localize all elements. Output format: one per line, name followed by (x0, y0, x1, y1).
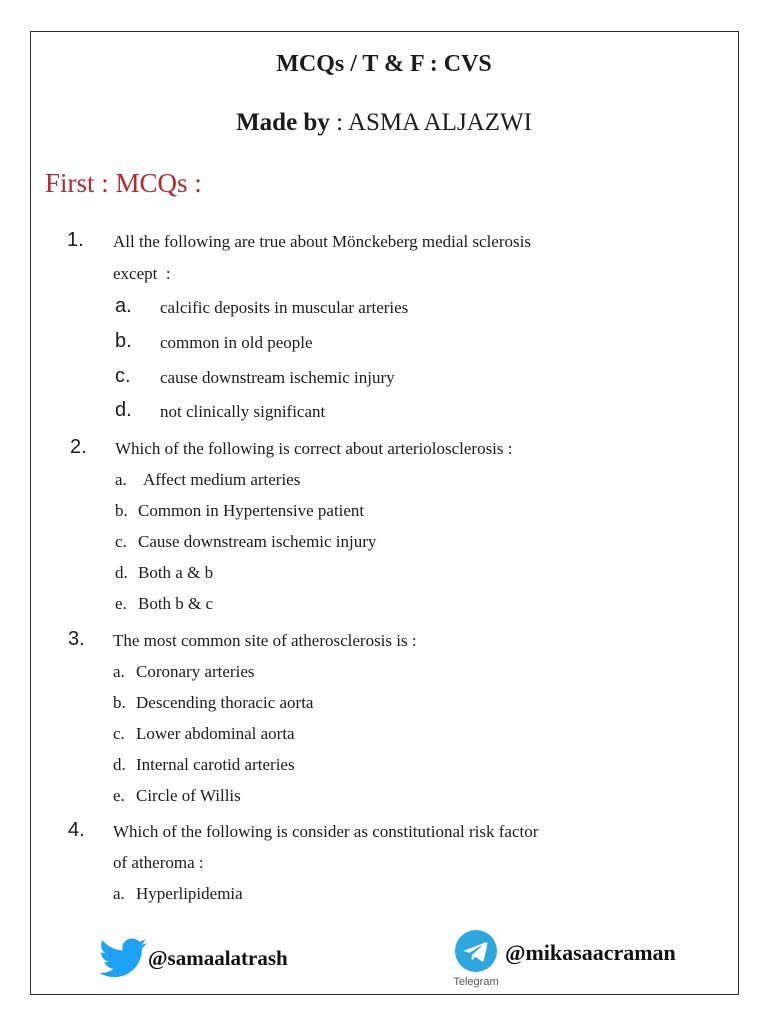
telegram-icon (455, 930, 497, 972)
question-text: All the following are true about Mönckeberg medial sclerosis (113, 232, 531, 251)
option-letter: c. (115, 532, 127, 551)
option-letter: a. (113, 884, 125, 903)
made-by-line (0, 108, 768, 138)
question-number: 2. (70, 436, 87, 458)
option-letter: e. (115, 594, 127, 613)
option-text: Affect medium arteries (143, 470, 301, 489)
question-text: except : (113, 264, 171, 283)
telegram-label: Telegram (453, 976, 499, 988)
question-text: Which of the following is correct about arteriolosclerosis : (115, 439, 513, 458)
option-text: cause downstream ischemic injury (160, 368, 395, 387)
option-text: Both b & c (138, 594, 214, 613)
option-text: common in old people (160, 333, 313, 352)
question-number: 3. (68, 628, 85, 650)
option-text: Internal carotid arteries (136, 755, 295, 774)
question-text: of atheroma : (113, 853, 204, 872)
twitter-handle: @samaalatrash (148, 946, 288, 970)
option-text: Circle of Willis (136, 786, 241, 805)
option-text: Cause downstream ischemic injury (138, 532, 377, 551)
author-name: ASMA ALJAZWI (347, 109, 532, 136)
question-number: 1. (67, 229, 84, 251)
option-letter: d. (113, 755, 126, 774)
option-text: Coronary arteries (136, 662, 255, 681)
option-letter: a. (113, 662, 125, 681)
twitter-bird-path (99, 938, 147, 977)
option-letter: d. (115, 563, 128, 582)
option-letter: b. (115, 330, 132, 352)
question-number: 4. (68, 819, 85, 841)
section-heading: First : MCQs : (45, 168, 202, 198)
made-by-separator: : (336, 109, 344, 136)
option-text: not clinically significant (160, 402, 326, 421)
option-letter: c. (113, 724, 125, 743)
option-letter: a. (115, 470, 127, 489)
option-text: Lower abdominal aorta (136, 724, 295, 743)
option-text: Descending thoracic aorta (136, 693, 314, 712)
option-letter: b. (113, 693, 126, 712)
made-by-label: Made by (236, 109, 330, 136)
twitter-bird-icon (99, 937, 147, 977)
question-text: Which of the following is consider as constitutional risk factor (113, 822, 539, 841)
option-letter: c. (115, 365, 131, 387)
option-text: Hyperlipidemia (136, 884, 243, 903)
document-title: MCQs / T & F : CVS (276, 51, 492, 77)
option-letter: d. (115, 399, 132, 421)
telegram-handle: @mikasaacraman (505, 940, 676, 965)
option-letter: a. (115, 295, 132, 317)
option-letter: e. (113, 786, 125, 805)
option-text: Both a & b (138, 563, 214, 582)
question-text: The most common site of atherosclerosis is : (113, 631, 417, 650)
option-text: calcific deposits in muscular arteries (160, 298, 409, 317)
telegram-circle (455, 930, 497, 972)
option-letter: b. (115, 501, 128, 520)
option-text: Common in Hypertensive patient (138, 501, 365, 520)
